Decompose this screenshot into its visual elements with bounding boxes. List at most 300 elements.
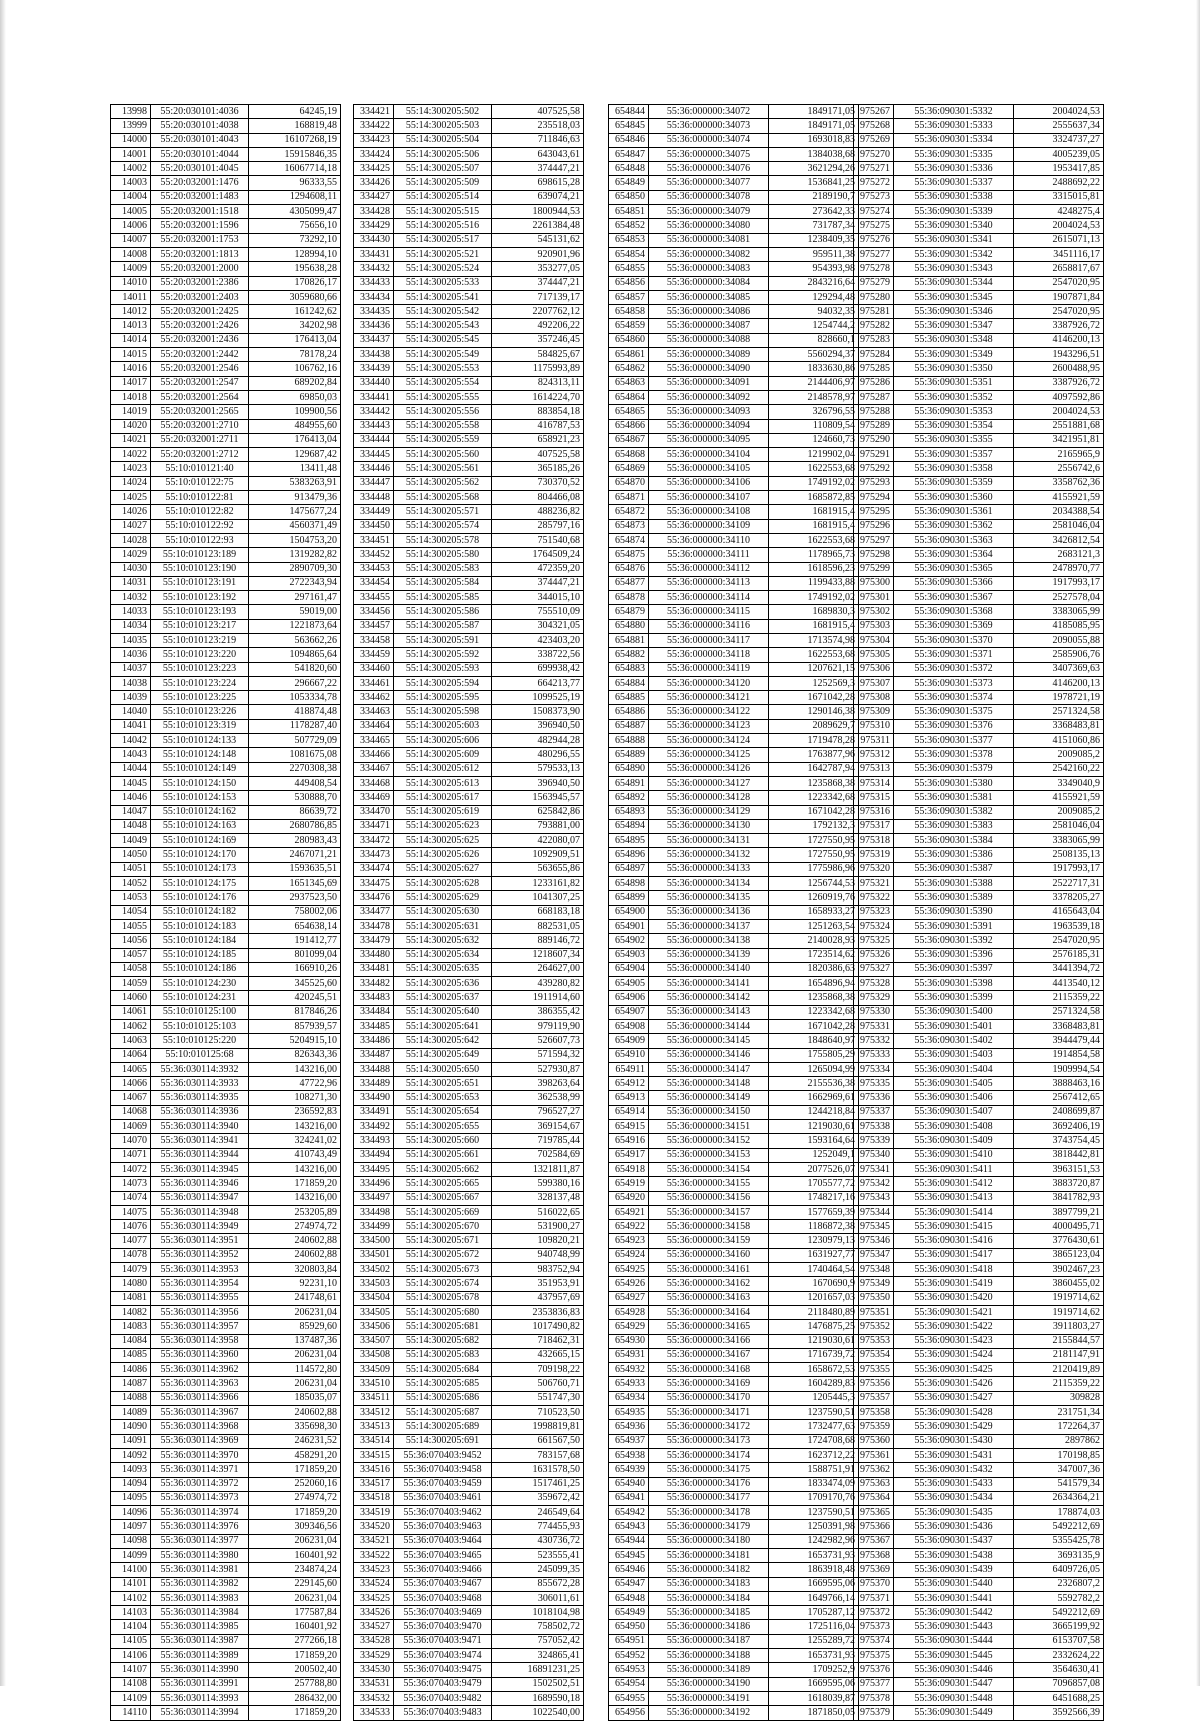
table-row [354, 862, 584, 876]
cadastral-value-cell: 1235868,38 [769, 776, 859, 790]
cadastral-number-cell: 55:10:010125:220 [151, 1034, 249, 1048]
cadastral-value-cell: 2004024,53 [1014, 405, 1104, 419]
cadastral-number-cell: 55:14:300205:586 [394, 605, 492, 619]
row-number-cell: 14014 [111, 333, 151, 347]
table-row [354, 748, 584, 762]
table-row [111, 133, 341, 147]
cadastral-number-cell: 55:36:000000:34095 [649, 433, 769, 447]
cadastral-value-cell: 273642,33 [769, 205, 859, 219]
table-row [854, 633, 1104, 647]
cadastral-number-cell: 55:36:000000:34125 [649, 748, 769, 762]
cadastral-value-cell: 506760,71 [492, 1377, 584, 1391]
cadastral-number-cell: 55:36:090301:5414 [894, 1205, 1014, 1219]
cadastral-value-cell: 206231,04 [249, 1305, 341, 1319]
row-number-cell: 654945 [609, 1548, 649, 1562]
cadastral-number-cell: 55:36:030114:3960 [151, 1348, 249, 1362]
cadastral-value-cell: 449408,54 [249, 776, 341, 790]
table-row [854, 734, 1104, 748]
cadastral-number-cell: 55:14:300205:687 [394, 1406, 492, 1420]
cadastral-value-cell: 78178,24 [249, 348, 341, 362]
cadastral-value-cell: 437957,69 [492, 1291, 584, 1305]
table-row [609, 448, 859, 462]
cadastral-number-cell: 55:14:300205:681 [394, 1320, 492, 1334]
cadastral-number-cell: 55:36:090301:5413 [894, 1191, 1014, 1205]
cadastral-number-cell: 55:14:300205:507 [394, 162, 492, 176]
row-number-cell: 975278 [854, 262, 894, 276]
cadastral-number-cell: 55:36:030114:3949 [151, 1220, 249, 1234]
table-row [111, 376, 341, 390]
cadastral-number-cell: 55:10:010124:230 [151, 977, 249, 991]
cadastral-number-cell: 55:36:030114:3989 [151, 1649, 249, 1663]
row-number-cell: 334511 [354, 1391, 394, 1405]
table-row [111, 1577, 341, 1591]
row-number-cell: 654927 [609, 1291, 649, 1305]
table-row [609, 948, 859, 962]
table-row [609, 1448, 859, 1462]
table-row [854, 133, 1104, 147]
cadastral-value-cell: 2189190,7 [769, 190, 859, 204]
cadastral-number-cell: 55:36:000000:34128 [649, 791, 769, 805]
cadastral-value-cell: 309828 [1014, 1391, 1104, 1405]
table-row [354, 762, 584, 776]
cadastral-value-cell: 1254744,2 [769, 319, 859, 333]
table-row [354, 1291, 584, 1305]
table-row [354, 1277, 584, 1291]
row-number-cell: 334487 [354, 1048, 394, 1062]
row-number-cell: 14010 [111, 276, 151, 290]
cadastral-number-cell: 55:36:000000:34133 [649, 862, 769, 876]
cadastral-number-cell: 55:36:000000:34117 [649, 633, 769, 647]
cadastral-number-cell: 55:36:090301:5429 [894, 1420, 1014, 1434]
cadastral-number-cell: 55:14:300205:542 [394, 305, 492, 319]
table-row [609, 162, 859, 176]
row-number-cell: 14017 [111, 376, 151, 390]
cadastral-value-cell: 711846,63 [492, 133, 584, 147]
row-number-cell: 654929 [609, 1320, 649, 1334]
row-number-cell: 975279 [854, 276, 894, 290]
cadastral-value-cell: 171859,20 [249, 1506, 341, 1520]
row-number-cell: 975284 [854, 348, 894, 362]
cadastral-value-cell: 47722,96 [249, 1077, 341, 1091]
cadastral-number-cell: 55:36:000000:34094 [649, 419, 769, 433]
table-row [854, 676, 1104, 690]
row-number-cell: 975370 [854, 1577, 894, 1591]
cadastral-value-cell: 1207621,15 [769, 662, 859, 676]
table-row [609, 1105, 859, 1119]
cadastral-value-cell: 563655,86 [492, 862, 584, 876]
row-number-cell: 654904 [609, 962, 649, 976]
row-number-cell: 14024 [111, 476, 151, 490]
cadastral-number-cell: 55:36:030114:3985 [151, 1620, 249, 1634]
cadastral-value-cell: 1748217,16 [769, 1191, 859, 1205]
cadastral-number-cell: 55:14:300205:506 [394, 147, 492, 161]
cadastral-value-cell: 324241,02 [249, 1134, 341, 1148]
row-number-cell: 334502 [354, 1263, 394, 1277]
row-number-cell: 975309 [854, 705, 894, 719]
cadastral-number-cell: 55:36:090301:5416 [894, 1234, 1014, 1248]
cadastral-number-cell: 55:14:300205:503 [394, 119, 492, 133]
row-number-cell: 334495 [354, 1162, 394, 1176]
table-row [111, 1220, 341, 1234]
cadastral-number-cell: 55:36:070403:9466 [394, 1563, 492, 1577]
cadastral-number-cell: 55:14:300205:654 [394, 1105, 492, 1119]
cadastral-number-cell: 55:36:030114:3957 [151, 1320, 249, 1334]
cadastral-number-cell: 55:36:000000:34191 [649, 1691, 769, 1705]
row-number-cell: 14043 [111, 748, 151, 762]
table-row [854, 1248, 1104, 1262]
cadastral-value-cell: 1223342,68 [769, 1005, 859, 1019]
table-row [111, 834, 341, 848]
cadastral-number-cell: 55:36:030114:3956 [151, 1305, 249, 1319]
cadastral-value-cell: 1740464,54 [769, 1263, 859, 1277]
cadastral-number-cell: 55:36:030114:3962 [151, 1363, 249, 1377]
cadastral-value-cell: 16891231,25 [492, 1663, 584, 1677]
cadastral-value-cell: 344015,10 [492, 591, 584, 605]
table-row [854, 576, 1104, 590]
cadastral-value-cell: 129294,48 [769, 290, 859, 304]
cadastral-number-cell: 55:14:300205:672 [394, 1248, 492, 1262]
row-number-cell: 975360 [854, 1434, 894, 1448]
cadastral-number-cell: 55:14:300205:686 [394, 1391, 492, 1405]
table-row [111, 662, 341, 676]
cadastral-number-cell: 55:14:300205:556 [394, 405, 492, 419]
table-row [854, 691, 1104, 705]
cadastral-number-cell: 55:36:030114:3972 [151, 1477, 249, 1491]
row-number-cell: 975306 [854, 662, 894, 676]
cadastral-value-cell: 1705287,12 [769, 1606, 859, 1620]
cadastral-value-cell: 234874,24 [249, 1563, 341, 1577]
table-row [111, 862, 341, 876]
cadastral-number-cell: 55:36:090301:5389 [894, 891, 1014, 905]
cadastral-number-cell: 55:10:010122:93 [151, 533, 249, 547]
cadastral-value-cell: 1256744,53 [769, 877, 859, 891]
table-row [354, 776, 584, 790]
table-row [111, 390, 341, 404]
row-number-cell: 654900 [609, 905, 649, 919]
table-row [111, 1491, 341, 1505]
row-number-cell: 654956 [609, 1706, 649, 1720]
row-number-cell: 654917 [609, 1148, 649, 1162]
table-row [354, 1120, 584, 1134]
table-row [854, 1048, 1104, 1062]
table-row [111, 462, 341, 476]
cadastral-number-cell: 55:36:090301:5355 [894, 433, 1014, 447]
cadastral-number-cell: 55:36:090301:5442 [894, 1606, 1014, 1620]
cadastral-number-cell: 55:20:032001:2442 [151, 348, 249, 362]
cadastral-number-cell: 55:36:000000:34132 [649, 848, 769, 862]
table-row [354, 1691, 584, 1705]
cadastral-number-cell: 55:36:030114:3948 [151, 1205, 249, 1219]
cadastral-value-cell: 1681915,4 [769, 505, 859, 519]
table-row [854, 1005, 1104, 1019]
cadastral-value-cell: 286432,00 [249, 1691, 341, 1705]
row-number-cell: 975332 [854, 1034, 894, 1048]
table-row [354, 1034, 584, 1048]
table-row [854, 1406, 1104, 1420]
cadastral-number-cell: 55:14:300205:594 [394, 676, 492, 690]
cadastral-number-cell: 55:10:010124:184 [151, 934, 249, 948]
table-row [854, 276, 1104, 290]
cadastral-number-cell: 55:36:090301:5396 [894, 948, 1014, 962]
row-number-cell: 334442 [354, 405, 394, 419]
cadastral-value-cell: 277266,18 [249, 1634, 341, 1648]
row-number-cell: 334443 [354, 419, 394, 433]
cadastral-value-cell: 1963539,18 [1014, 919, 1104, 933]
cadastral-value-cell: 1255289,72 [769, 1634, 859, 1648]
cadastral-value-cell: 4146200,13 [1014, 333, 1104, 347]
cadastral-number-cell: 55:36:070403:9474 [394, 1649, 492, 1663]
row-number-cell: 975286 [854, 376, 894, 390]
table-row [854, 376, 1104, 390]
table-row [854, 991, 1104, 1005]
table-row [354, 505, 584, 519]
cadastral-number-cell: 55:36:030114:3963 [151, 1377, 249, 1391]
table-row [609, 576, 859, 590]
table-row [111, 605, 341, 619]
cadastral-value-cell: 86639,72 [249, 805, 341, 819]
cadastral-value-cell: 6153707,58 [1014, 1634, 1104, 1648]
table-row [354, 147, 584, 161]
table-row [609, 376, 859, 390]
cadastral-value-cell: 709198,22 [492, 1363, 584, 1377]
row-number-cell: 975321 [854, 877, 894, 891]
table-row [609, 1377, 859, 1391]
cadastral-number-cell: 55:36:000000:34184 [649, 1591, 769, 1605]
cadastral-number-cell: 55:10:010123:191 [151, 576, 249, 590]
row-number-cell: 14048 [111, 819, 151, 833]
row-number-cell: 654860 [609, 333, 649, 347]
row-number-cell: 654921 [609, 1205, 649, 1219]
cadastral-number-cell: 55:36:090301:5377 [894, 734, 1014, 748]
table-row [111, 276, 341, 290]
row-number-cell: 654891 [609, 776, 649, 790]
cadastral-value-cell: 2009085,2 [1014, 805, 1104, 819]
cadastral-number-cell: 55:36:090301:5403 [894, 1048, 1014, 1062]
table-row [609, 591, 859, 605]
table-row [111, 819, 341, 833]
row-number-cell: 14103 [111, 1606, 151, 1620]
cadastral-value-cell: 1508373,90 [492, 705, 584, 719]
row-number-cell: 975298 [854, 548, 894, 562]
row-number-cell: 14090 [111, 1420, 151, 1434]
row-number-cell: 654935 [609, 1406, 649, 1420]
cadastral-number-cell: 55:36:000000:34156 [649, 1191, 769, 1205]
table-row [854, 862, 1104, 876]
table-row [111, 1120, 341, 1134]
row-number-cell: 654939 [609, 1463, 649, 1477]
cadastral-value-cell: 1670690,9 [769, 1277, 859, 1291]
table-row [609, 519, 859, 533]
cadastral-value-cell: 296667,22 [249, 676, 341, 690]
table-row [354, 1634, 584, 1648]
cadastral-number-cell: 55:36:000000:34086 [649, 305, 769, 319]
row-number-cell: 14093 [111, 1463, 151, 1477]
table-row [354, 1091, 584, 1105]
cadastral-value-cell: 2680786,85 [249, 819, 341, 833]
table-row [854, 1477, 1104, 1491]
table-row [354, 1162, 584, 1176]
cadastral-number-cell: 55:36:070403:9470 [394, 1620, 492, 1634]
cadastral-value-cell: 1642787,94 [769, 762, 859, 776]
cadastral-value-cell: 143216,00 [249, 1191, 341, 1205]
row-number-cell: 975374 [854, 1634, 894, 1648]
table-row [609, 1577, 859, 1591]
table-row [609, 476, 859, 490]
table-row [609, 1220, 859, 1234]
row-number-cell: 654902 [609, 934, 649, 948]
row-number-cell: 334493 [354, 1134, 394, 1148]
cadastral-value-cell: 306011,61 [492, 1591, 584, 1605]
cadastral-number-cell: 55:14:300205:560 [394, 448, 492, 462]
cadastral-value-cell: 3421951,81 [1014, 433, 1104, 447]
cadastral-value-cell: 240602,88 [249, 1406, 341, 1420]
cadastral-number-cell: 55:36:090301:5342 [894, 247, 1014, 261]
table-row [609, 505, 859, 519]
table-row [111, 734, 341, 748]
cadastral-value-cell: 1237590,51 [769, 1506, 859, 1520]
cadastral-value-cell: 2585906,76 [1014, 648, 1104, 662]
cadastral-value-cell: 1914854,58 [1014, 1048, 1104, 1062]
cadastral-number-cell: 55:20:032001:2710 [151, 419, 249, 433]
cadastral-number-cell: 55:20:032001:2564 [151, 390, 249, 404]
cadastral-value-cell: 1476875,25 [769, 1320, 859, 1334]
cadastral-value-cell: 2332624,22 [1014, 1649, 1104, 1663]
row-number-cell: 334525 [354, 1591, 394, 1605]
cadastral-number-cell: 55:36:030114:3973 [151, 1491, 249, 1505]
cadastral-value-cell: 396940,50 [492, 776, 584, 790]
cadastral-value-cell: 1681915,4 [769, 619, 859, 633]
cadastral-number-cell: 55:36:090301:5441 [894, 1591, 1014, 1605]
row-number-cell: 14025 [111, 491, 151, 505]
cadastral-number-cell: 55:14:300205:559 [394, 433, 492, 447]
cadastral-number-cell: 55:36:070403:9461 [394, 1491, 492, 1505]
table-row [111, 719, 341, 733]
cadastral-number-cell: 55:36:000000:34074 [649, 133, 769, 147]
cadastral-number-cell: 55:36:000000:34182 [649, 1563, 769, 1577]
cadastral-number-cell: 55:36:090301:5368 [894, 605, 1014, 619]
row-number-cell: 334515 [354, 1448, 394, 1462]
cadastral-number-cell: 55:36:000000:34123 [649, 719, 769, 733]
cadastral-value-cell: 1237590,51 [769, 1406, 859, 1420]
cadastral-number-cell: 55:14:300205:592 [394, 648, 492, 662]
table-row [354, 619, 584, 633]
cadastral-number-cell: 55:36:000000:34151 [649, 1120, 769, 1134]
row-number-cell: 334463 [354, 705, 394, 719]
table-row [111, 105, 341, 119]
table-row [854, 1677, 1104, 1691]
row-number-cell: 14016 [111, 362, 151, 376]
cadastral-value-cell: 1017490,82 [492, 1320, 584, 1334]
table-row [854, 848, 1104, 862]
cadastral-value-cell: 4000495,71 [1014, 1220, 1104, 1234]
cadastral-number-cell: 55:36:090301:5422 [894, 1320, 1014, 1334]
table-row [854, 762, 1104, 776]
cadastral-number-cell: 55:36:030114:3945 [151, 1162, 249, 1176]
table-row [354, 1334, 584, 1348]
table-row [609, 619, 859, 633]
cadastral-value-cell: 5592782,2 [1014, 1591, 1104, 1605]
cadastral-number-cell: 55:36:090301:5433 [894, 1477, 1014, 1491]
table-row [609, 1606, 859, 1620]
cadastral-number-cell: 55:14:300205:678 [394, 1291, 492, 1305]
row-number-cell: 654871 [609, 491, 649, 505]
table-row [854, 1577, 1104, 1591]
cadastral-value-cell: 1764509,24 [492, 548, 584, 562]
table-row [854, 1034, 1104, 1048]
row-number-cell: 654913 [609, 1091, 649, 1105]
table-row [854, 1077, 1104, 1091]
cadastral-value-cell: 229145,60 [249, 1577, 341, 1591]
cadastral-number-cell: 55:36:000000:34135 [649, 891, 769, 905]
cadastral-number-cell: 55:14:300205:682 [394, 1334, 492, 1348]
table-row [609, 1091, 859, 1105]
cadastral-value-cell: 541579,34 [1014, 1477, 1104, 1491]
cadastral-number-cell: 55:14:300205:549 [394, 348, 492, 362]
cadastral-value-cell: 1763877,96 [769, 748, 859, 762]
row-number-cell: 14106 [111, 1649, 151, 1663]
cadastral-value-cell: 824313,11 [492, 376, 584, 390]
table-row [609, 205, 859, 219]
row-number-cell: 975363 [854, 1477, 894, 1491]
cadastral-value-cell: 324865,41 [492, 1649, 584, 1663]
cadastral-number-cell: 55:14:300205:609 [394, 748, 492, 762]
row-number-cell: 654876 [609, 562, 649, 576]
cadastral-value-cell: 1907871,84 [1014, 290, 1104, 304]
cadastral-number-cell: 55:36:090301:5439 [894, 1563, 1014, 1577]
row-number-cell: 334432 [354, 262, 394, 276]
cadastral-value-cell: 3883720,87 [1014, 1177, 1104, 1191]
table-row [609, 1334, 859, 1348]
cadastral-value-cell: 240602,88 [249, 1234, 341, 1248]
cadastral-value-cell: 1719478,28 [769, 734, 859, 748]
cadastral-value-cell: 758002,06 [249, 905, 341, 919]
table-row [354, 948, 584, 962]
cadastral-number-cell: 55:36:000000:34160 [649, 1248, 769, 1262]
cadastral-value-cell: 2890709,30 [249, 562, 341, 576]
table-row [609, 1077, 859, 1091]
table-row [609, 133, 859, 147]
cadastral-value-cell: 1319282,82 [249, 548, 341, 562]
table-row [354, 1105, 584, 1119]
row-number-cell: 975289 [854, 419, 894, 433]
table-row [609, 1463, 859, 1477]
table-row [354, 1649, 584, 1663]
table-row [609, 362, 859, 376]
row-number-cell: 975300 [854, 576, 894, 590]
table-row [354, 934, 584, 948]
cadastral-value-cell: 730370,52 [492, 476, 584, 490]
row-number-cell: 654903 [609, 948, 649, 962]
table-row [854, 791, 1104, 805]
cadastral-number-cell: 55:36:090301:5350 [894, 362, 1014, 376]
table-row [354, 1177, 584, 1191]
cadastral-value-cell: 195638,28 [249, 262, 341, 276]
table-row [609, 1563, 859, 1577]
table-row [111, 1177, 341, 1191]
cadastral-number-cell: 55:36:090301:5360 [894, 491, 1014, 505]
table-row [111, 1520, 341, 1534]
table-row [354, 1420, 584, 1434]
row-number-cell: 14008 [111, 247, 151, 261]
row-number-cell: 334506 [354, 1320, 394, 1334]
row-number-cell: 334532 [354, 1691, 394, 1705]
row-number-cell: 14021 [111, 433, 151, 447]
row-number-cell: 975301 [854, 591, 894, 605]
cadastral-number-cell: 55:36:000000:34107 [649, 491, 769, 505]
cadastral-number-cell: 55:36:030114:3981 [151, 1563, 249, 1577]
cadastral-value-cell: 353277,05 [492, 262, 584, 276]
cadastral-number-cell: 55:14:300205:634 [394, 948, 492, 962]
